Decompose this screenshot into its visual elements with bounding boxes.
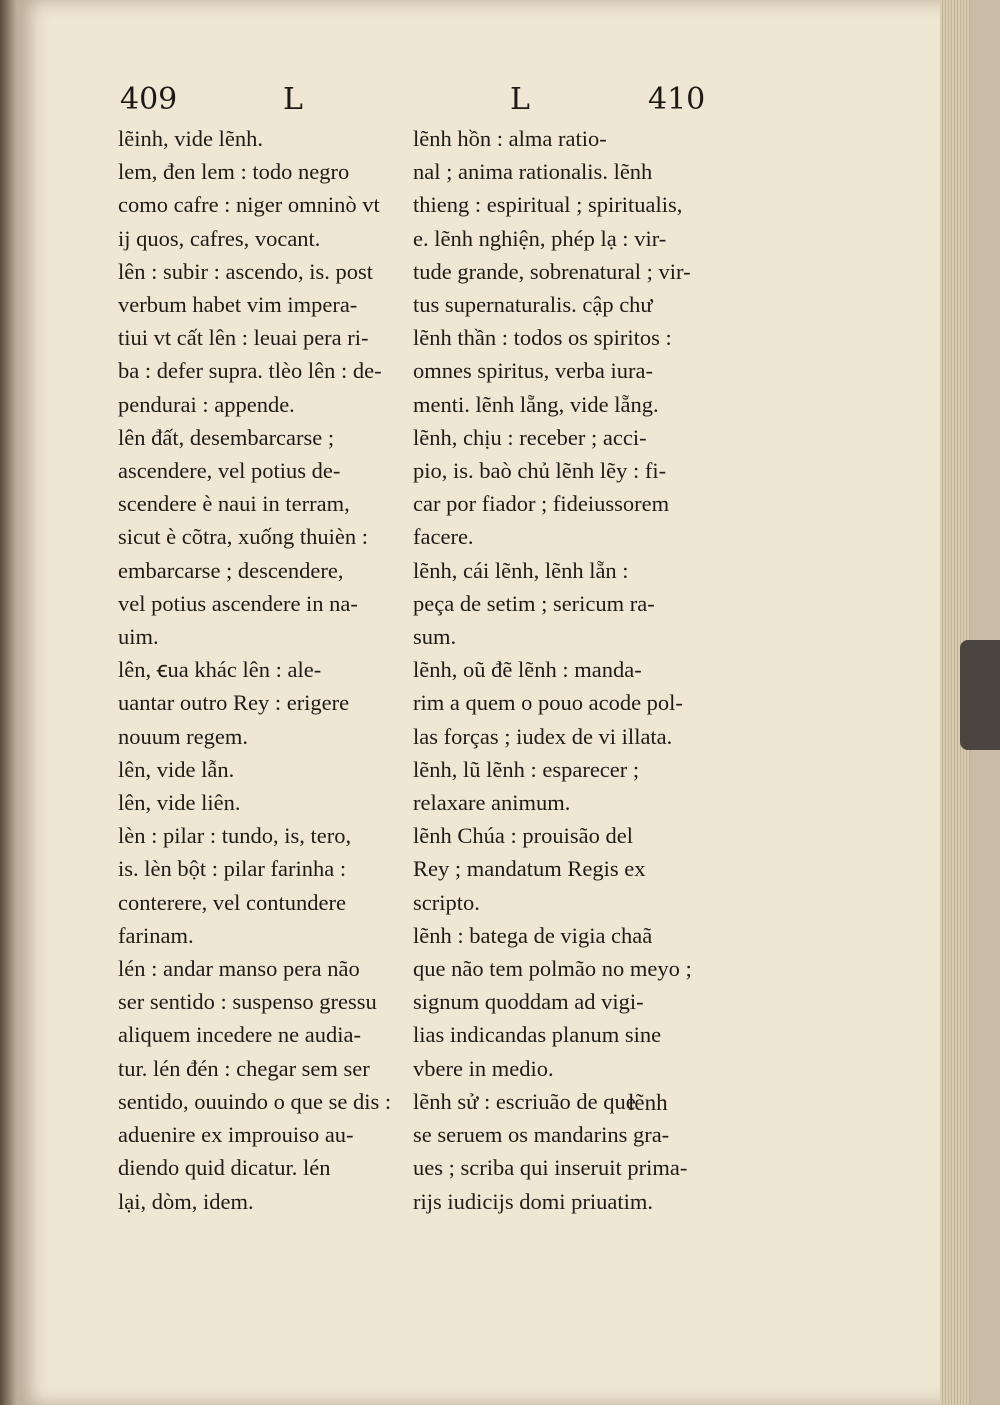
text-line: menti. lẽnh lẵng, vide lẵng. [413, 391, 659, 417]
text-line: tus supernaturalis. cập chư [413, 292, 653, 318]
text-line: lẽnh, oũ đẽ lẽnh : manda- [413, 657, 642, 683]
text-line: lẽnh Chúa : prouisão del [413, 823, 633, 849]
text-line: scripto. [413, 889, 480, 915]
text-line: diendo quid dicatur. lén [118, 1155, 331, 1181]
text-line: como cafre : niger omninò vt [118, 192, 380, 218]
text-line: ij quos, cafres, vocant. [118, 225, 321, 251]
text-line: nouum regem. [118, 723, 248, 749]
text-line: lẽnh, chịu : receber ; acci- [413, 424, 647, 450]
text-line: lên, ꞓua khác lên : ale- [118, 657, 322, 683]
text-line: lias indicandas planum sine [413, 1022, 662, 1048]
text-line: conterere, vel contundere [118, 889, 346, 915]
text-line: lẽnh : batega de vigia chaã [413, 922, 653, 948]
text-line: lẽnh thần : todos os spiritos : [413, 325, 672, 351]
text-line: lẽnh sử : escriuão de que [413, 1088, 636, 1114]
text-line: lên đất, desembarcarse ; [118, 424, 335, 450]
text-line: ba : defer supra. tlèo lên : de- [118, 358, 382, 384]
text-line: lại, dòm, idem. [118, 1188, 254, 1214]
text-line: tiui vt cất lên : leuai pera ri- [118, 325, 369, 351]
text-line: lẽnh hồn : alma ratio- [413, 126, 607, 151]
text-line: relaxare animum. [413, 790, 571, 816]
text-line: embarcarse ; descendere, [118, 557, 344, 583]
text-line: lèn : pilar : tundo, is, tero, [118, 823, 352, 849]
text-line: ser sentido : suspenso gressu [118, 989, 377, 1015]
text-line: que não tem polmão no meyo ; [413, 956, 692, 982]
text-line: uim. [118, 624, 159, 650]
right-page-number: 410 [648, 82, 706, 117]
text-line: omnes spiritus, verba iura- [413, 358, 653, 384]
text-line: thieng : espiritual ; spiritualis, [413, 192, 683, 218]
text-line: facere. [413, 524, 474, 550]
text-line: vel potius ascendere in na- [118, 590, 358, 616]
page-clip [960, 640, 1000, 750]
text-line: verbum habet vim impera- [118, 292, 358, 318]
text-line: sum. [413, 624, 457, 650]
text-line: uantar outro Rey : erigere [118, 690, 350, 716]
text-line: lẽnh, lũ lẽnh : esparecer ; [413, 756, 640, 782]
left-page-number: 409 [120, 82, 178, 117]
text-line: lên : subir : ascendo, is. post [118, 258, 373, 284]
text-line: rim a quem o pouo acode pol- [413, 690, 683, 716]
text-line: sicut è cõtra, xuống thuièn : [118, 524, 368, 550]
text-line: pio, is. baò chủ lẽnh lẽy : fi- [413, 458, 667, 484]
catchword: lẽnh [628, 1090, 668, 1115]
right-running-letter: L [510, 82, 530, 117]
text-line: is. lèn bột : pilar farinha : [118, 856, 347, 882]
text-line: las forças ; iudex de vi illata. [413, 723, 673, 749]
text-line: vbere in medio. [413, 1055, 554, 1081]
left-column [118, 122, 396, 1218]
text-line: lén : andar manso pera não [118, 956, 360, 982]
text-line: lem, đen lem : todo negro [118, 159, 350, 185]
text-line: sentido, ouuindo o que se dis : [118, 1088, 392, 1114]
text-line: car por fiador ; fideiussorem [413, 491, 670, 517]
text-line: ues ; scriba qui inseruit prima- [413, 1155, 688, 1181]
text-line: Rey ; mandatum Regis ex [413, 856, 646, 882]
text-line: tur. lén đén : chegar sem ser [118, 1055, 370, 1081]
text-line: aduenire ex improuiso au- [118, 1122, 354, 1148]
text-line: lên, vide lẫn. [118, 756, 235, 782]
text-line: signum quoddam ad vigi- [413, 989, 644, 1015]
text-line: scendere è naui in terram, [118, 491, 350, 517]
right-column [413, 122, 713, 1218]
text-line: lẽinh, vide lẽnh. [118, 126, 263, 151]
text-line: peça de setim ; sericum ra- [413, 590, 655, 616]
text-line: rijs iudicijs domi priuatim. [413, 1188, 653, 1214]
text-line: aliquem incedere ne audia- [118, 1022, 361, 1048]
text-line: tude grande, sobrenatural ; vir- [413, 258, 691, 284]
text-line: nal ; anima rationalis. lẽnh [413, 159, 653, 185]
text-line: farinam. [118, 922, 194, 948]
left-running-letter: L [283, 82, 303, 117]
text-line: pendurai : appende. [118, 391, 295, 417]
text-line: lẽnh, cái lẽnh, lẽnh lẵn : [413, 557, 629, 583]
text-line: e. lẽnh nghiện, phép lạ : vir- [413, 225, 667, 251]
text-line: lên, vide liên. [118, 790, 241, 816]
text-line: se seruem os mandarins gra- [413, 1122, 670, 1148]
text-line: ascendere, vel potius de- [118, 458, 341, 484]
